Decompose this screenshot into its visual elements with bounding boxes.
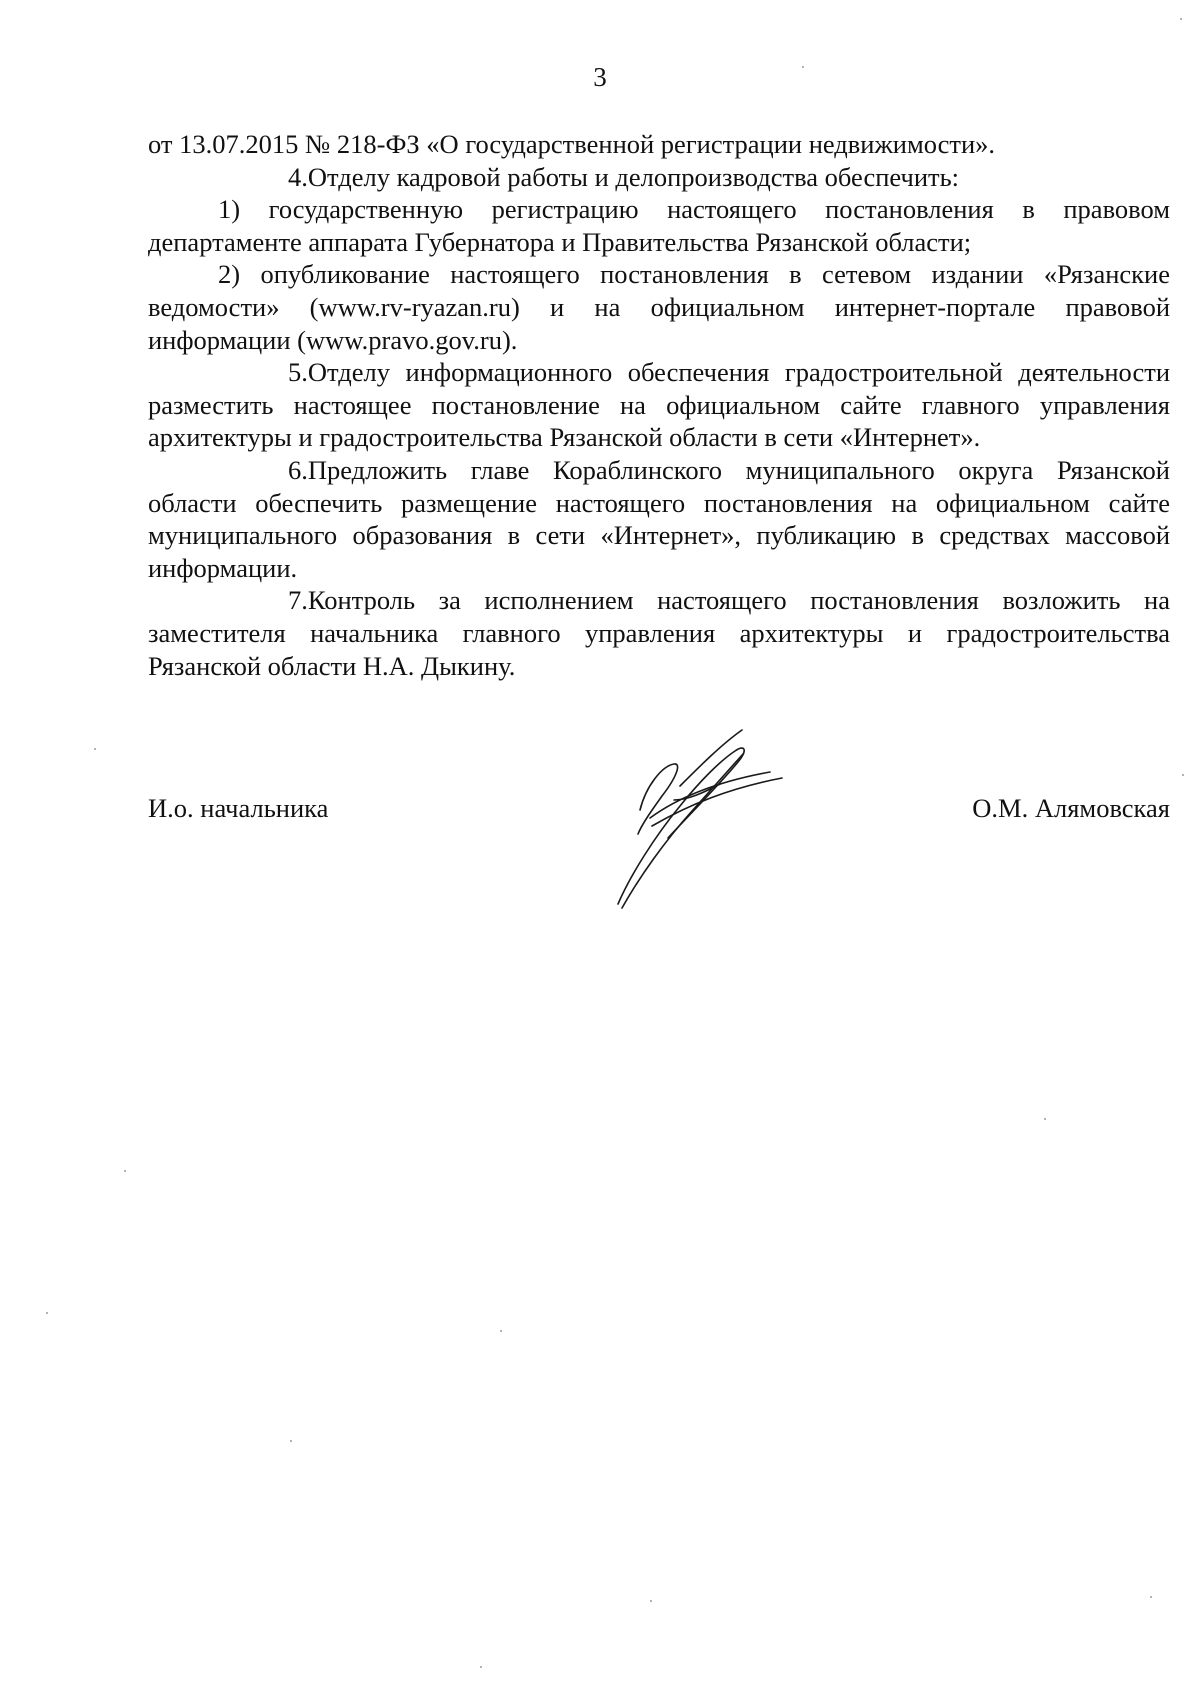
item-number-7: 7. (288, 585, 308, 616)
scan-speck (94, 748, 96, 750)
item-text-4: Отделу кадровой работы и делопроизводства обеспечить: (307, 161, 960, 192)
scan-speck (480, 1666, 482, 1668)
handwritten-signature (610, 726, 800, 916)
document-body (148, 128, 1170, 682)
paragraph-item-6 (148, 454, 1170, 584)
paragraph-item-5 (148, 356, 1170, 454)
paragraph-item-7 (148, 584, 1170, 682)
scan-speck (1182, 774, 1184, 776)
page-number: 3 (593, 62, 607, 92)
scan-speck (1180, 18, 1182, 20)
item-number-5: 5. (288, 357, 308, 388)
paragraph-item-4 (148, 161, 1170, 194)
scan-speck (290, 1440, 292, 1442)
signatory-position: И.о. начальника (148, 793, 329, 823)
item-number-4: 4. (288, 161, 308, 192)
paragraph-continuation: от 13.07.2015 № 218-ФЗ «О государственной регистрации недвижимости». (148, 129, 996, 159)
scan-speck (650, 1600, 652, 1602)
signatory-name: О.М. Алямовская (972, 793, 1170, 823)
item-text-6: Предложить главе Кораблинского муниципального округа Рязанской области обеспечить размещение настоящего постановления на официальном сайте муниципального образования в сети «Интернет», публикацию в средствах массовой информации. (148, 454, 1170, 583)
paragraph-subitem-4-1: 1) государственную регистрацию настоящего постановления в правовом департаменте аппарата Губернатора и Правительства Рязанской области; (148, 194, 1170, 257)
scan-speck (802, 66, 804, 68)
scan-speck (124, 1170, 126, 1172)
item-text-5: Отделу информационного обеспечения градостроительной деятельности разместить настоящее постановление на официальном сайте главного управления архитектуры и градостроительства Рязанской области в сети «Интернет». (148, 357, 1170, 453)
paragraph-subitem-4-2: 2) опубликование настоящего постановления в сетевом издании «Рязанские ведомости» (www.rv-ryazan.ru) и на официальном интернет-портале правовой информации (www.pravo.gov.ru). (148, 259, 1170, 355)
scan-speck (1044, 1118, 1046, 1120)
scan-speck (46, 1312, 48, 1314)
item-number-6: 6. (288, 454, 308, 485)
item-text-7: Контроль за исполнением настоящего постановления возложить на заместителя начальника главного управления архитектуры и градостроительства Рязанской области Н.А. Дыкину. (148, 585, 1170, 681)
scan-speck (1150, 1596, 1152, 1598)
scan-speck (500, 1330, 502, 1332)
